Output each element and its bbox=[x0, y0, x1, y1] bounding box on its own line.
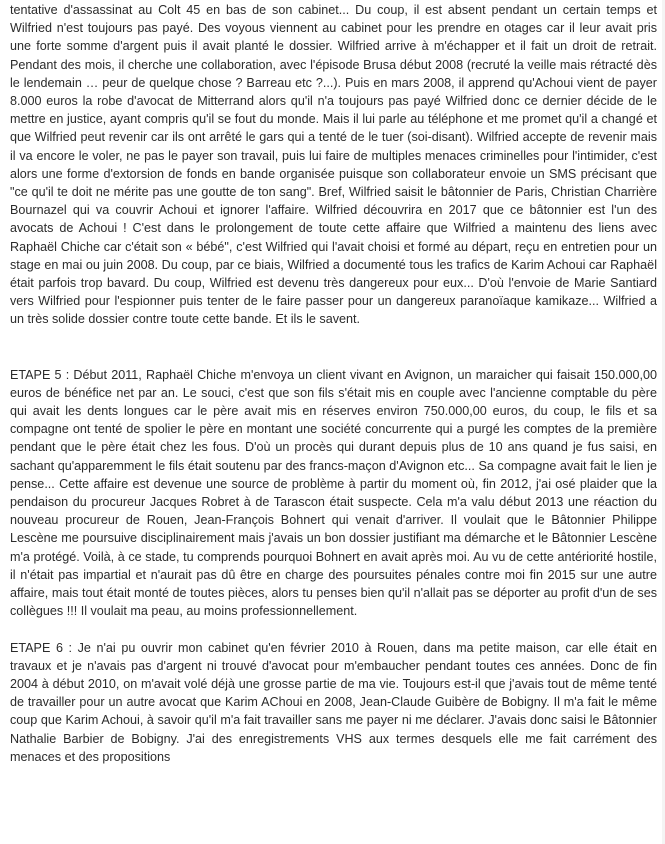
paragraph-assassination-attempt: tentative d'assassinat au Colt 45 en bas de son cabinet... Du coup, il est absent pendant un certain temps et Wilfried n'est toujours pas payé. Des voyous viennent au cabinet pour les prendre en otages car il leur avait pris une forte somme d'argent puis il avait planté le dossier. Wilfried arrive à m'échapper et il fait un droit de retrait. Pendant des mois, il cherche une collaboration, avec l'épisode Brusa début 2008 (recruté la veille mais rétracté dès le lendemain … peur de quelque chose ? Barreau etc ?...). Puis en mars 2008, il apprend qu'Achoui vient de payer 8.000 euros la robe d'avocat de Mitterrand alors qu'il n'a toujours pas payé Wilfried donc ce dernier décide de le mettre en justice, ayant compris qu'il se fout du monde. Mais il lui parle au téléphone et me promet qu'il a changé et que Wilfried peut revenir car ils ont arrêté le gars qui a tenté de le tuer (soi-disant). Wilfried accepte de revenir mais il va encore le voler, ne pas le payer son travail, puis lui faire de multiples menaces criminelles pour l'intimider, c'est alors une forme d'extorsion de fonds en bande organisée puisque son collaborateur envoie un SMS précisant que "ce qu'il te doit ne mérite pas une goutte de ton sang". Bref, Wilfried saisit le bâtonnier de Paris, Christian Charrière Bournazel qui va couvrir Achoui et ignorer l'affaire. Wilfried découvrira en 2017 que ce bâtonnier est l'un des avocats de Achoui ! C'est dans le prolongement de toute cette affaire que Wilfried a maintenu des liens avec Raphaël Chiche car c'était son « bébé", c'est Wilfried qui l'avait choisi et formé au départ, reçu en entretien pour un stage en mai ou juin 2008. Du coup, par ce biais, Wilfried a documenté tous les trafics de Karim Achoui car Raphaël était parfois trop bavard. Du coup, Wilfried est devenu très dangereux pour eux... D'où l'envoie de Marie Santiard vers Wilfried pour l'espionner puis tenter de le faire passer pour un dangereux paranoïaque kamikaze... Wilfried a un très solide dossier contre toute cette bande. Et ils le savent. bbox=[10, 3, 657, 327]
paragraph-etape-5: ETAPE 5 : Début 2011, Raphaël Chiche m'envoya un client vivant en Avignon, un maraicher qui faisait 150.000,00 euros de bénéfice net par an. Le souci, c'est que son fils s'était mis en couple avec l'ancienne comptable du père qui avait les dents longues car le père avait mis en réserves environ 750.000,00 euros, du coup, le fils et sa compagne ont tenté de spolier le père en montant une société concurrente qui a purgé les comptes de la première pendant que le père était chez les fous. D'où un procès qui durant depuis plus de 10 ans quand je fus saisi, en sachant qu'apparemment le fils était soutenu par des francs-maçon d'Avignon etc... Sa compagne avait fait le lien je pense... Cette affaire est devenue une source de problème à partir du moment où, fin 2012, j'ai osé plaider que la pendaison du procureur Jacques Robret à de Tarascon était suspecte. Cela m'a valu début 2013 une réaction du nouveau procureur de Rouen, Jean-François Bohnert qui venait d'arriver. Il voulait que le Bâtonnier Philippe Lescène me poursuive disciplinairement mais j'avais un bon dossier justifiant ma démarche et le Bâtonnier Lescène m'a protégé. Voilà, à ce stade, tu comprends pourquoi Bohnert en avait après moi. Au vu de cette antériorité hostile, il n'était pas impartial et n'aurait pas dû être en charge des poursuites pénales contre moi fin 2015 sur une autre affaire, mais tout était monté de toutes pièces, alors tu penses bien qu'il n'allait pas se déporter au profit d'un de ses collègues !!! Il voulait ma peau, au moins professionnellement. bbox=[10, 367, 657, 619]
paragraph-etape-6: ETAPE 6 : Je n'ai pu ouvrir mon cabinet qu'en février 2010 à Rouen, dans ma petite maison, car elle était en travaux et je n'avais pas d'argent ni trouvé d'avocat pour m'embaucher pendant toutes ces années. Donc de fin 2004 à début 2010, on m'avait volé déjà une grosse partie de ma vie. Toujours est-il que j'avais tout de même tenté de travailler pour un autre avocat que Karim AChoui en 2008, Jean-Claude Guibère de Bobigny. Il m'a fait le même coup que Karim Achoui, à savoir qu'il m'a fait travailler sans me payer ni me déclarer. J'avais donc saisi le Bâtonnier Nathalie Barbier de Bobigny. J'ai des enregistrements VHS aux termes desquels elle me fait carrément des menaces et des propositions bbox=[10, 640, 657, 764]
